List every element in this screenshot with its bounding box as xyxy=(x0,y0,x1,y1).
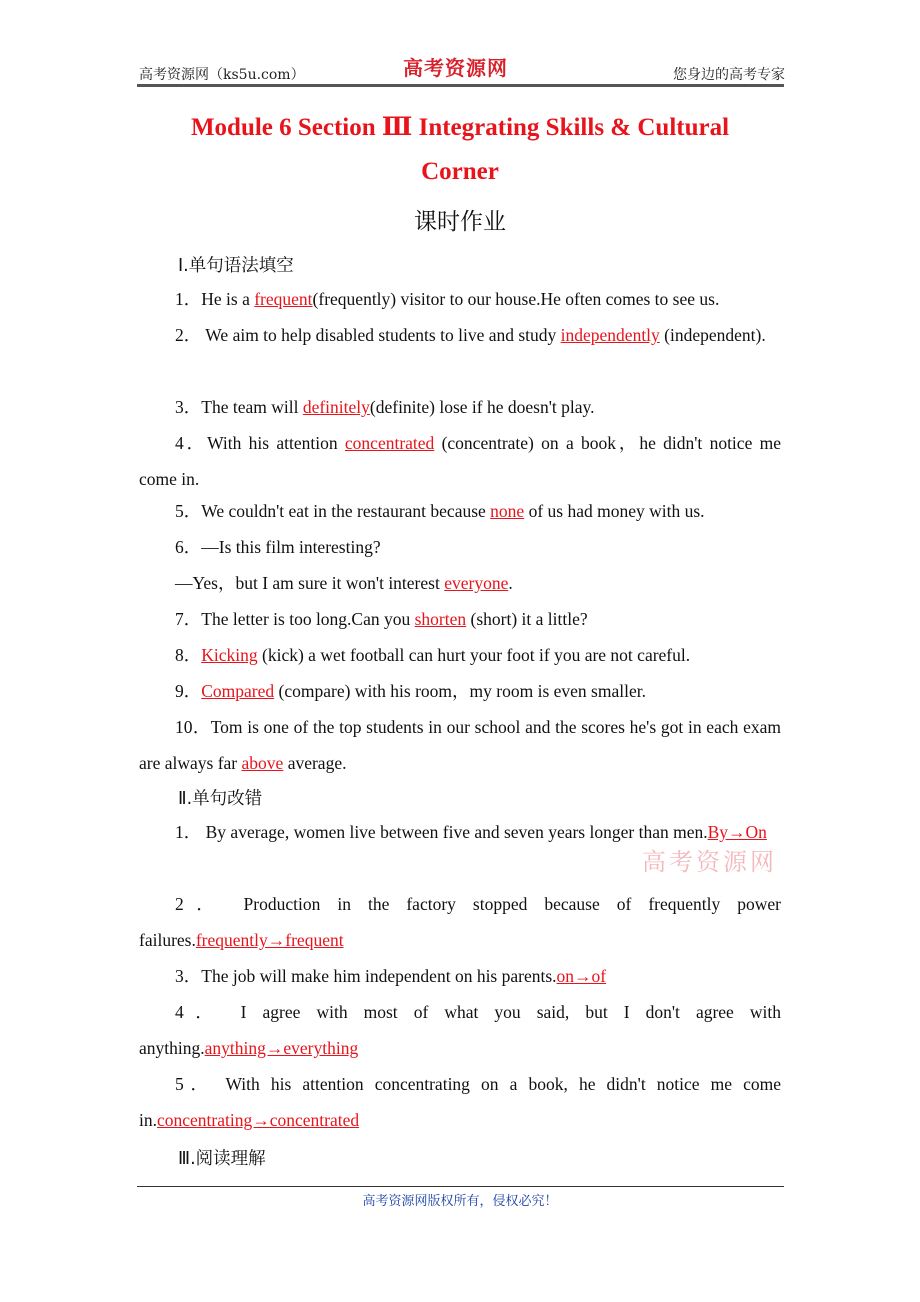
page-title-line2: Corner xyxy=(421,158,499,185)
answer-text: independently xyxy=(560,325,660,345)
answer-text: frequent xyxy=(254,289,313,309)
question-text: 4．With his attention xyxy=(175,433,345,453)
question-text: (short) it a little? xyxy=(466,609,588,629)
header-right: 您身边的高考专家 xyxy=(673,67,785,83)
header-rule xyxy=(137,84,784,87)
question-text: . xyxy=(508,573,513,593)
question-text: 10．Tom is one of the top students in our school and the scores he's got in each exam are always far xyxy=(139,717,781,773)
question-text: (frequently) visitor to our house.He often comes to see us. xyxy=(312,289,720,309)
exercise-item xyxy=(139,565,781,601)
answer-text: none xyxy=(490,501,525,521)
answer-text: definitely xyxy=(302,397,370,417)
question-text: (independent). xyxy=(659,325,766,345)
question-text: 6．—Is this film interesting? xyxy=(175,537,381,557)
question-text: 8． xyxy=(175,645,202,665)
answer-text: Kicking xyxy=(201,645,258,665)
question-text: 1．He is a xyxy=(175,289,255,309)
exercise-item xyxy=(139,389,781,425)
question-text: 2． We aim to help disabled students to live and study xyxy=(175,325,561,345)
question-text: 9． xyxy=(175,681,202,701)
exercise-item xyxy=(139,281,781,317)
question-text: 2． Production in the factory stopped because of frequently power failures. xyxy=(139,894,781,950)
page-title-line1: Module 6 Section Ⅲ Integrating Skills & Cultural xyxy=(190,114,730,141)
exercise-item xyxy=(139,637,781,673)
exercise-item xyxy=(139,886,781,958)
answer-text: Compared xyxy=(201,681,275,701)
question-text: 5．We couldn't eat in the restaurant because xyxy=(175,501,491,521)
exercise-item xyxy=(139,317,781,353)
exercise-item xyxy=(139,673,781,709)
answer-text: By→On xyxy=(707,822,767,842)
answer-text: above xyxy=(241,753,284,773)
answer-text: everyone xyxy=(444,573,509,593)
answer-text: shorten xyxy=(414,609,467,629)
section-heading: Ⅲ.阅读理解 xyxy=(178,1149,266,1169)
question-text: 3．The team will xyxy=(175,397,303,417)
question-text: —Yes，but I am sure it won't interest xyxy=(175,573,445,593)
page-subtitle: 课时作业 xyxy=(414,209,506,235)
question-text: 5． With his attention concentrating on a book, he didn't notice me come in. xyxy=(139,1074,781,1130)
site-logo: 高考资源网 xyxy=(403,56,508,80)
footer-copyright: 高考资源网版权所有，侵权必究！ xyxy=(362,1194,558,1209)
question-text: (compare) with his room，my room is even smaller. xyxy=(274,681,646,701)
exercise-item xyxy=(139,529,781,565)
section-heading: Ⅱ.单句改错 xyxy=(178,789,263,809)
question-text: 1． By average, women live between five and seven years longer than men. xyxy=(175,822,708,842)
question-text: average. xyxy=(283,753,347,773)
header-left: 高考资源网（ks5u.com） xyxy=(139,67,305,83)
question-text: (kick) a wet football can hurt your foot if you are not careful. xyxy=(257,645,691,665)
answer-text: on→of xyxy=(556,966,607,986)
watermark: 高考资源网 xyxy=(642,848,777,876)
exercise-item xyxy=(139,958,781,994)
question-text: (definite) lose if he doesn't play. xyxy=(369,397,595,417)
question-text: 7．The letter is too long.Can you xyxy=(175,609,415,629)
section-heading: Ⅰ.单句语法填空 xyxy=(178,256,294,276)
answer-text: concentrating→concentrated xyxy=(157,1110,360,1130)
exercise-item xyxy=(139,1066,781,1138)
question-text: 3．The job will make him independent on his parents. xyxy=(175,966,557,986)
exercise-item xyxy=(139,601,781,637)
answer-text: frequently→frequent xyxy=(195,930,344,950)
footer-rule xyxy=(137,1186,784,1187)
question-text: 4． I agree with most of what you said, but I don't agree with anything. xyxy=(139,1002,781,1058)
exercise-item xyxy=(139,709,781,781)
exercise-item xyxy=(139,493,781,529)
question-text: of us had money with us. xyxy=(524,501,705,521)
answer-text: concentrated xyxy=(344,433,435,453)
answer-text: anything→everything xyxy=(204,1038,359,1058)
exercise-item xyxy=(139,425,781,497)
question-text: (concentrate) on a book，he didn't notice me come in. xyxy=(139,433,782,489)
exercise-item xyxy=(139,994,781,1066)
